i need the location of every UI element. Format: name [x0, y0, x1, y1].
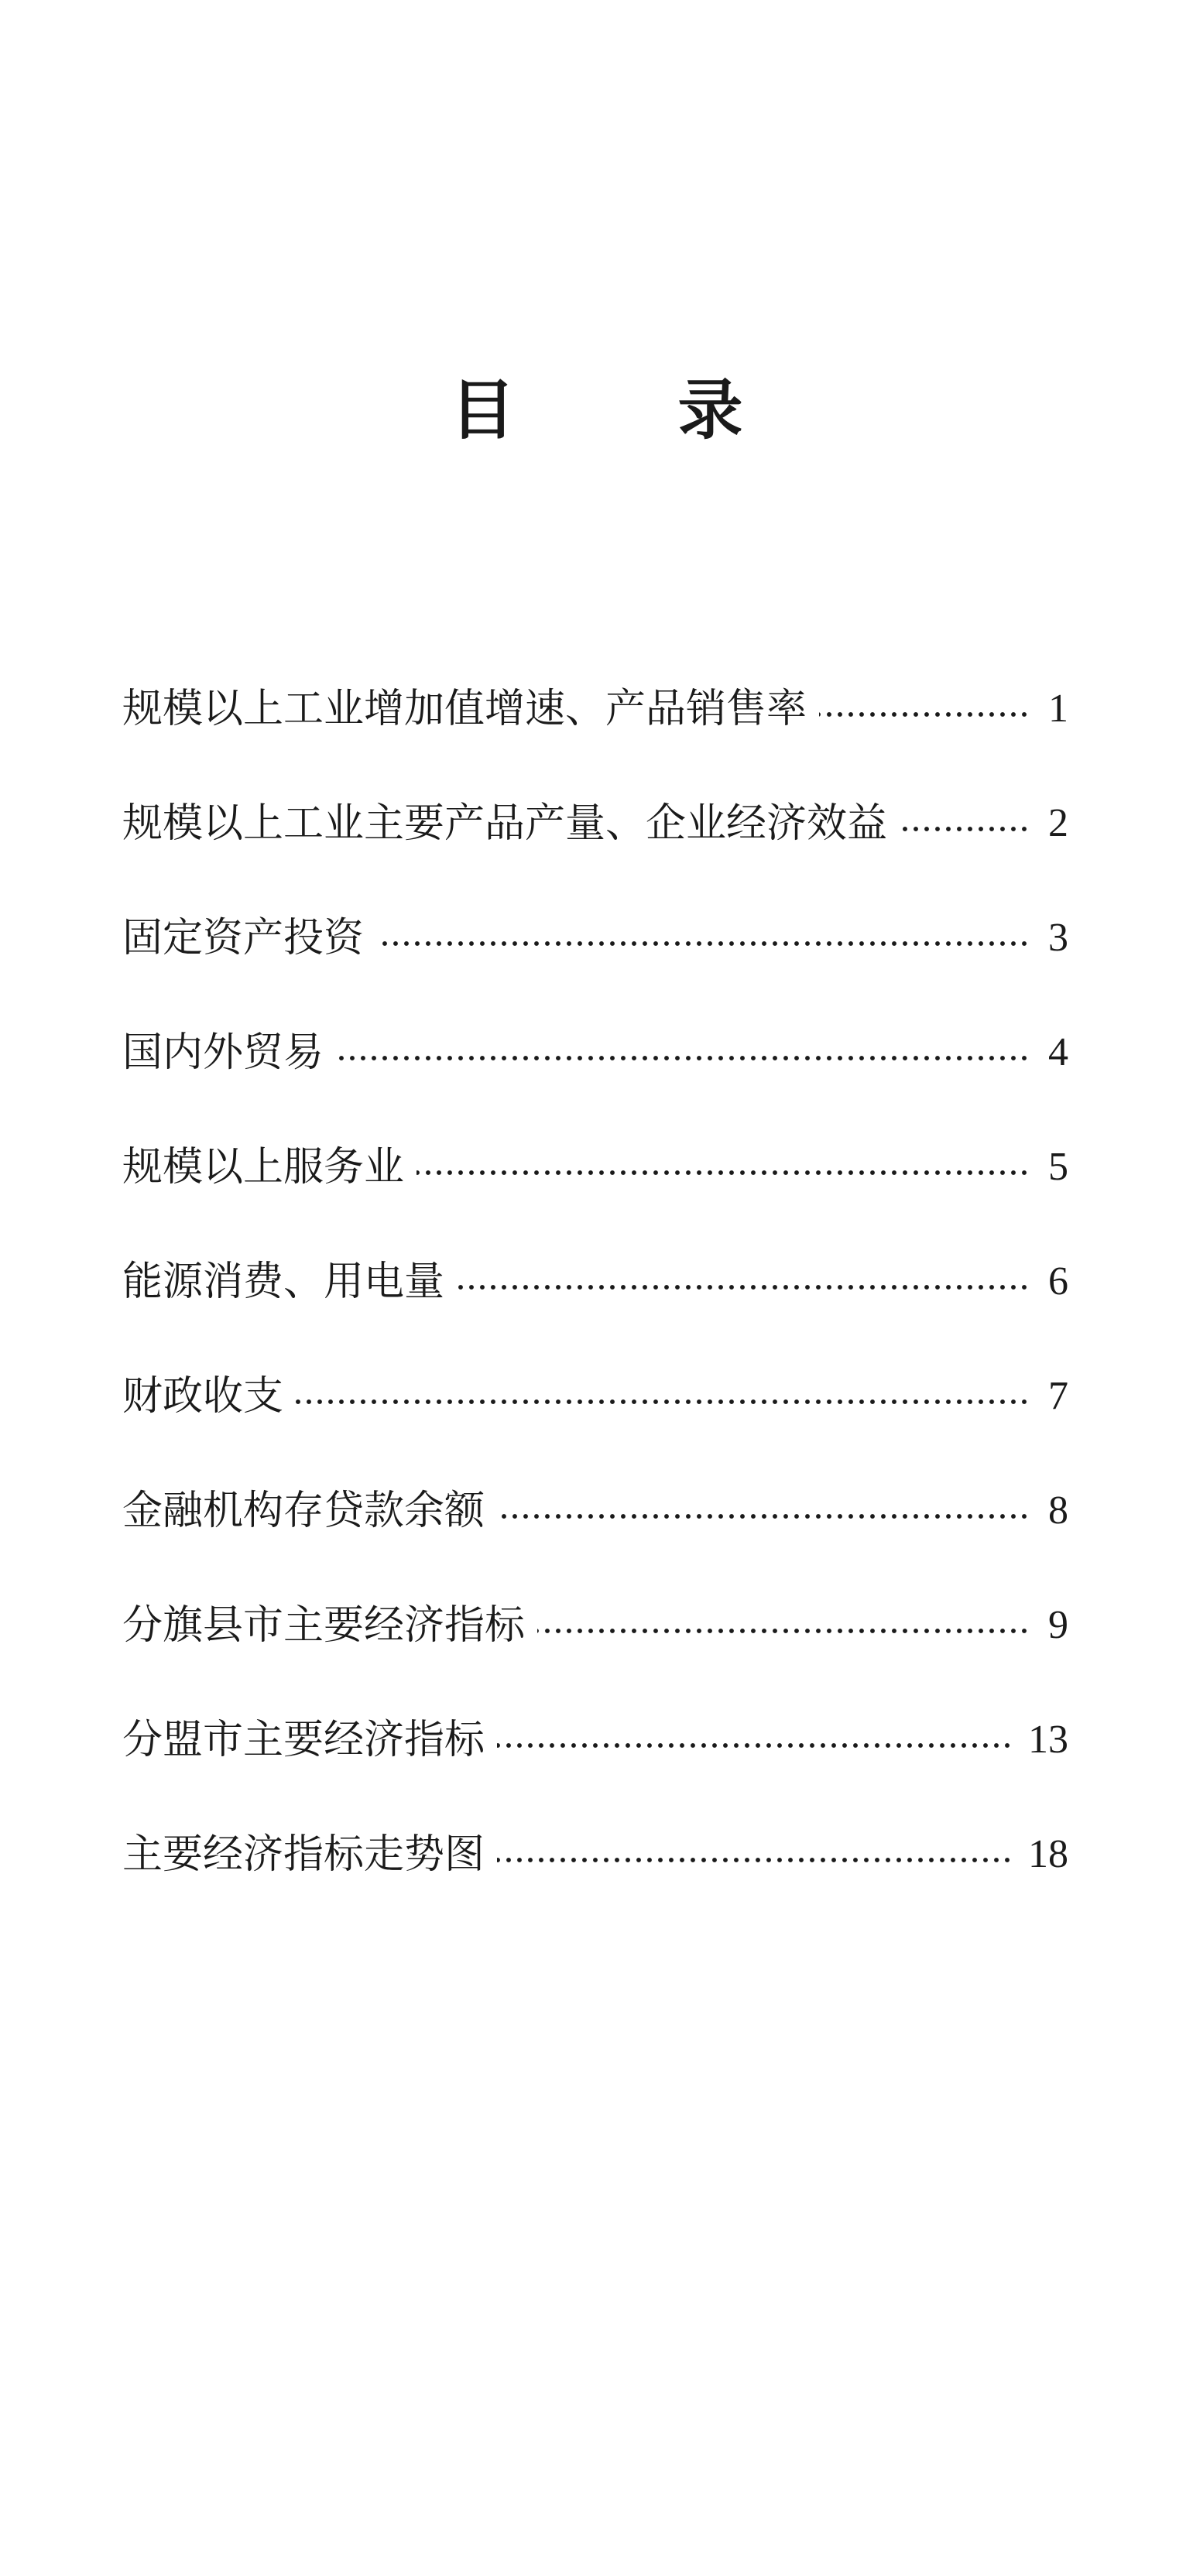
toc-entry[interactable] [122, 766, 1068, 881]
toc-entry-label: 主要经济指标走势图 [122, 1831, 485, 1878]
toc-leader-dots [336, 1029, 1030, 1076]
title-char-1: 目 [450, 372, 516, 448]
toc-leader-dots [457, 1259, 1030, 1305]
toc-entry[interactable] [122, 1110, 1068, 1225]
toc-entry-label: 固定资产投资 [122, 915, 365, 961]
toc-entry[interactable] [122, 995, 1068, 1110]
toc-entry-label: 分盟市主要经济指标 [122, 1717, 485, 1763]
toc-leader-dots [296, 1373, 1030, 1420]
toc-entry[interactable] [122, 1568, 1068, 1683]
toc-entry[interactable] [122, 1797, 1068, 1912]
toc-page-number: 8 [1048, 1488, 1068, 1533]
toc-leader-dots [497, 1831, 1013, 1878]
toc-leader-dots [537, 1602, 1030, 1649]
toc-page-number: 4 [1048, 1030, 1068, 1074]
toc-page-number: 6 [1048, 1259, 1068, 1303]
toc-page-number: 13 [1028, 1718, 1068, 1762]
toc-entry-label: 国内外贸易 [122, 1029, 324, 1076]
toc-entry-label: 规模以上工业主要产品产量、企业经济效益 [122, 800, 888, 847]
toc-page-number: 7 [1048, 1374, 1068, 1418]
toc-leader-dots [417, 1144, 1030, 1190]
toc-leader-dots [497, 1717, 1013, 1763]
toc-page-number: 18 [1028, 1832, 1068, 1876]
toc-entry[interactable] [122, 1339, 1068, 1454]
toc-entry[interactable] [122, 881, 1068, 995]
toc-entry[interactable] [122, 652, 1068, 766]
page-title [0, 372, 1193, 449]
toc-entry[interactable] [122, 1454, 1068, 1568]
title-char-2: 录 [677, 372, 743, 448]
toc-leader-dots [900, 800, 1030, 847]
toc-leader-dots [497, 1488, 1030, 1534]
toc-entry-label: 能源消费、用电量 [122, 1259, 445, 1305]
toc-entry-label: 规模以上服务业 [122, 1144, 405, 1190]
toc-entry-label: 规模以上工业增加值增速、产品销售率 [122, 686, 807, 732]
toc-entry[interactable] [122, 1225, 1068, 1339]
toc-page-number: 5 [1048, 1145, 1068, 1189]
toc-entry-label: 财政收支 [122, 1373, 284, 1420]
toc-page-number: 9 [1048, 1603, 1068, 1647]
toc-leader-dots [819, 686, 1030, 732]
table-of-contents [122, 652, 1068, 1912]
toc-leader-dots [376, 915, 1030, 961]
toc-entry-label: 分旗县市主要经济指标 [122, 1602, 526, 1649]
toc-page-number: 3 [1048, 916, 1068, 960]
toc-entry[interactable] [122, 1683, 1068, 1797]
toc-page-number: 1 [1048, 687, 1068, 731]
toc-page-number: 2 [1048, 801, 1068, 845]
toc-entry-label: 金融机构存贷款余额 [122, 1488, 485, 1534]
